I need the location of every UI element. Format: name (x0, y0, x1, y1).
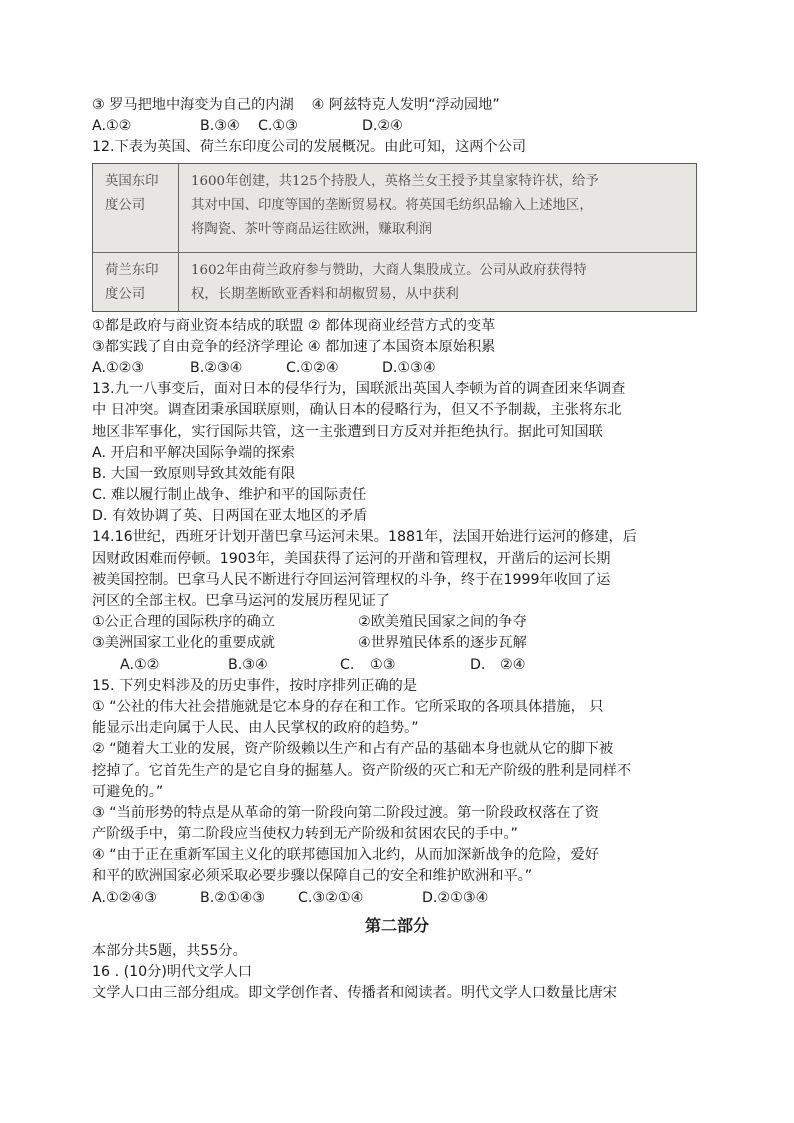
q12-desc-line: 其对中国、印度等国的垄断贸易权。将英国毛纺织品输入上述地区， (191, 197, 593, 213)
q12-table-photo (92, 163, 697, 312)
q11-option-3: ③ 罗马把地中海变为自己的内湖 (92, 97, 294, 113)
q13-option-a: A. 开启和平解决国际争端的探索 (92, 444, 295, 461)
q11-answer-d: D.②④ (362, 118, 403, 135)
q12-answer-b: B.②③④ (190, 359, 243, 376)
q13-option-b: B. 大国一致原则导致其效能有限 (92, 465, 296, 482)
q11-answers (92, 116, 702, 137)
q14-items-row-2 (92, 633, 702, 654)
q12-answer-a: A.①②③ (92, 359, 145, 376)
q15-quote-3-line-1: ③ “当前形势的特点是从革命的第一阶段向第二阶段过渡。第一阶段政权落在了资 (92, 804, 599, 821)
q13-option-d: D. 有效协调了英、日两国在亚太地区的矛盾 (92, 508, 368, 525)
q12-table-row-uk (93, 164, 696, 253)
q14-stem-2: 因财政困难而停顿。1903年，美国获得了运河的开凿和管理权，开凿后的运河长期 (92, 550, 611, 567)
q15-answer-c: C.③②①④ (298, 889, 364, 906)
q13-stem-3: 地区非军事化，实行国际共管，这一主张遭到日方反对并拒绝执行。据此可知国联 (92, 423, 603, 440)
q14-stem-4: 河区的全部主权。巴拿马运河的发展历程见证了 (92, 593, 390, 609)
q15-quote-4-line-2: 和平的欧洲国家必须采取必要步骤以保障自己的安全和维护欧洲和平。” (92, 868, 533, 885)
q14-item-1: ①公正合理的国际秩序的确立 (92, 614, 275, 631)
q13-stem-2: 中 日冲突。调查团秉承国联原则，确认日本的侵略行为，但又不予制裁，主张将东北 (92, 402, 622, 419)
q12-desc-line: 将陶瓷、茶叶等商品运往欧洲，赚取利润 (191, 221, 433, 237)
q15-answer-a: A.①②④③ (92, 889, 157, 906)
q14-item-4: ④世界殖民体系的逐步瓦解 (358, 635, 527, 652)
q12-answer-d: D.①③④ (382, 359, 436, 376)
q12-answers (92, 358, 702, 379)
q13-option-c: C. 难以履行制止战争、维护和平的国际责任 (92, 487, 367, 504)
q12-items-1: ①都是政府与商业资本结成的联盟 ② 都体现商业经营方式的变革 (92, 317, 496, 334)
q12-company-desc (179, 253, 696, 311)
q14-stem-1: 14.16世纪，西班牙计划开凿巴拿马运河未果。1881年，法国开始进行运河的修建，后 (92, 529, 637, 546)
q14-answer-d-label: D. (470, 656, 486, 673)
q15-answer-b: B.②①④③ (200, 889, 266, 906)
q12-name-line: 度公司 (105, 197, 146, 213)
q12-name-line: 荷兰东印 (105, 262, 159, 278)
q11-options-line (92, 95, 702, 116)
q15-answers (92, 888, 702, 909)
q15-quote-2-line-1: ② “随着大工业的发展，资产阶级赖以生产和占有产品的基础本身也就从它的脚下被 (92, 741, 614, 758)
q11-answer-b: B.③④ (200, 118, 240, 135)
q12-stem: 12.下表为英国、荷兰东印度公司的发展概况。由此可知，这两个公司 (92, 139, 527, 156)
q12-desc-line: 1602年由荷兰政府参与赞助，大商人集股成立。公司从政府获得特 (191, 262, 587, 278)
exam-page (92, 95, 702, 1004)
q14-answer-c: ①③ (370, 656, 396, 673)
q14-stem-3: 被美国控制。巴拿马人民不断进行夺回运河管理权的斗争，终于在1999年收回了运 (92, 571, 611, 588)
q14-item-3: ③美洲国家工业化的重要成就 (92, 635, 275, 652)
q14-answer-a: A.①② (120, 656, 160, 673)
q12-name-line: 度公司 (105, 286, 146, 302)
q12-items-2: ③都实践了自由竞争的经济学理论 ④ 都加速了本国资本原始积累 (92, 338, 496, 355)
q12-company-name (93, 253, 179, 311)
q15-stem: 15. 下列史料涉及的历史事件，按时序排列正确的是 (92, 677, 418, 694)
q14-items-row-1 (92, 612, 702, 633)
q16-first-line: 文学人口由三部分组成。即文学创作者、传播者和阅读者。明代文学人口数量比唐宋 (92, 985, 617, 1002)
q15-quote-4-line-1: ④ “由于正在重新军国主义化的联邦德国加入北约，从而加深新战争的危险，爱好 (92, 847, 599, 864)
q11-option-4: ④ 阿兹特克人发明“浮动园地” (311, 97, 500, 113)
q12-name-line: 英国东印 (105, 173, 159, 189)
q15-quote-1-line-2: 能显示出走向属于人民、由人民掌权的政府的趋势。” (92, 720, 419, 737)
q12-company-name (93, 164, 179, 252)
q12-table-row-nl (93, 253, 696, 311)
q15-quote-2-line-3: 可避免的。” (92, 783, 164, 800)
q12-company-desc (179, 164, 696, 252)
q14-answers (92, 655, 702, 676)
q14-answer-b: B.③④ (228, 656, 268, 673)
q12-desc-line: 1600年创建，共125个持股人，英格兰女王授予其皇家特许状，给予 (191, 173, 599, 189)
q16-title: 16 . (10分)明代文学人口 (92, 964, 253, 980)
q12-answer-c: C.①②④ (286, 359, 339, 376)
q15-answer-d: D.②①③④ (422, 889, 489, 906)
q14-answer-c-label: C. (340, 656, 355, 673)
q13-stem-1: 13.九一八事变后，面对日本的侵华行为，国联派出英国人李顿为首的调查团来华调查 (92, 381, 626, 398)
part2-heading: 第二部分 (364, 915, 429, 935)
q15-quote-3-line-2: 产阶级手中，第二阶段应当使权力转到无产阶级和贫困农民的手中。” (92, 826, 518, 843)
q15-quote-1-line-1: ① “公社的伟大社会措施就是它本身的存在和工作。它所采取的各项具体措施， 只 (92, 698, 604, 715)
q11-answer-a: A.①② (92, 118, 132, 135)
q15-quote-2-line-2: 挖掉了。它首先生产的是它自身的掘墓人。资产阶级的灭亡和无产阶级的胜利是同样不 (92, 762, 632, 779)
q11-answer-c: C.①③ (258, 118, 298, 135)
part2-intro: 本部分共5题，共55分。 (92, 942, 247, 959)
q12-desc-line: 权，长期垄断欧亚香料和胡椒贸易，从中获利 (191, 286, 459, 302)
q14-item-2: ②欧美殖民国家之间的争夺 (358, 614, 527, 631)
q14-answer-d: ②④ (500, 656, 526, 673)
